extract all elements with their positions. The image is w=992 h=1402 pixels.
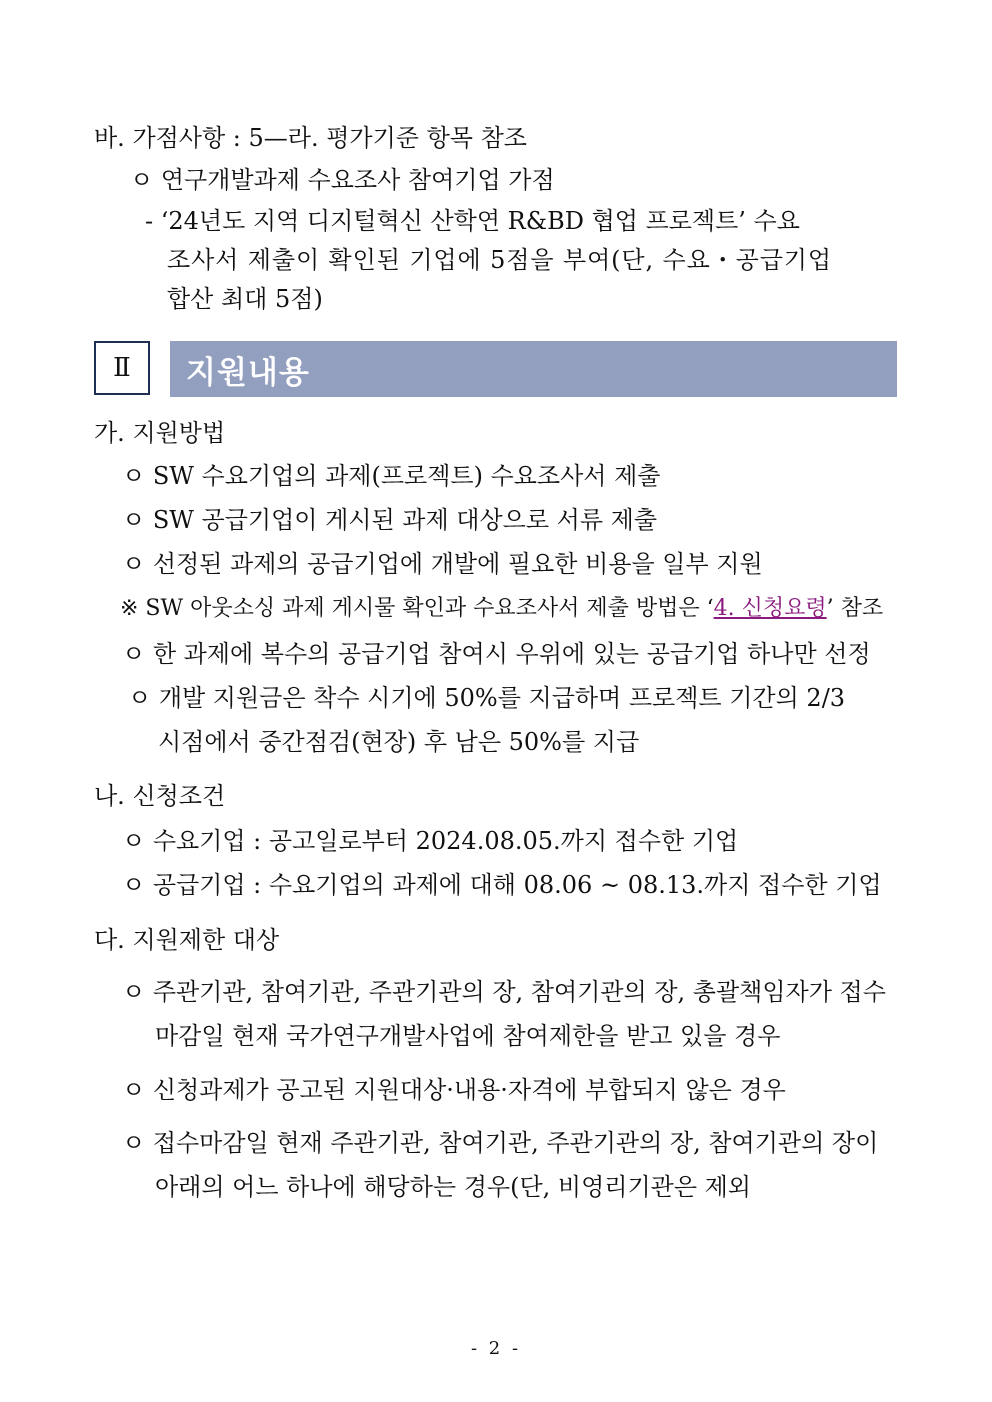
bullet-ga-1: ㅇ SW 수요기업의 과제(프로젝트) 수요조사서 제출 xyxy=(122,462,661,490)
bullet-ga-5-line2: 시점에서 중간점검(현장) 후 남은 50%를 지급 xyxy=(158,728,640,756)
bullet-ga-5-line1: ㅇ 개발 지원금은 착수 시기에 50%를 지급하며 프로젝트 기간의 2/3 xyxy=(128,684,846,712)
note-ga-suffix: ’ 참조 xyxy=(826,596,884,621)
sub-ba-1-line3: 합산 최대 5점) xyxy=(167,285,323,313)
heading-da: 다. 지원제한 대상 xyxy=(94,926,280,954)
bullet-ga-2: ㅇ SW 공급기업이 게시된 과제 대상으로 서류 제출 xyxy=(122,506,658,534)
section-title: 지원내용 xyxy=(186,354,310,391)
heading-ga: 가. 지원방법 xyxy=(94,419,226,447)
bullet-da-3-line1: ㅇ 접수마감일 현재 주관기관, 참여기관, 주관기관의 장, 참여기관의 장이 xyxy=(122,1129,879,1157)
section-number-box xyxy=(94,341,150,395)
bullet-da-2: ㅇ 신청과제가 공고된 지원대상·내용·자격에 부합되지 않은 경우 xyxy=(122,1076,786,1104)
note-ga xyxy=(120,598,883,620)
bullet-na-2: ㅇ 공급기업 : 수요기업의 과제에 대해 08.06 ~ 08.13.까지 접수한 기업 xyxy=(122,871,882,899)
sub-ba-1-line2: 조사서 제출이 확인된 기업에 5점을 부여(단, 수요・공급기업 xyxy=(167,246,832,274)
bullet-na-1: ㅇ 수요기업 : 공고일로부터 2024.08.05.까지 접수한 기업 xyxy=(122,827,739,855)
bullet-ga-3: ㅇ 선정된 과제의 공급기업에 개발에 필요한 비용을 일부 지원 xyxy=(122,550,763,578)
bullet-da-1-line2: 마감일 현재 국가연구개발사업에 참여제한을 받고 있을 경우 xyxy=(155,1022,781,1050)
bullet-da-3-line2: 아래의 어느 하나에 해당하는 경우(단, 비영리기관은 제외 xyxy=(155,1173,751,1201)
note-ga-prefix: ※ SW 아웃소싱 과제 게시물 확인과 수요조사서 제출 방법은 ‘ xyxy=(120,596,714,621)
bullet-da-1-line1: ㅇ 주관기관, 참여기관, 주관기관의 장, 참여기관의 장, 총괄책임자가 접수 xyxy=(122,978,886,1006)
heading-na: 나. 신청조건 xyxy=(94,782,226,810)
bullet-ba-1: ㅇ 연구개발과제 수요조사 참여기업 가점 xyxy=(130,166,555,194)
page-number: - 2 - xyxy=(470,1338,522,1359)
section-title-bar xyxy=(170,341,897,397)
apply-guide-link[interactable]: 4. 신청요령 xyxy=(713,596,827,621)
bullet-ga-4: ㅇ 한 과제에 복수의 공급기업 참여시 우위에 있는 공급기업 하나만 선정 xyxy=(122,640,871,668)
sub-ba-1-line1-text: - ‘24년도 지역 디지털혁신 산학연 R&BD 협업 프로젝트’ 수요 xyxy=(145,207,800,235)
section-number: Ⅱ xyxy=(113,353,131,383)
heading-ba: 바. 가점사항 : 5—라. 평가기준 항목 참조 xyxy=(94,124,527,152)
sub-ba-1-line1 xyxy=(145,209,900,233)
